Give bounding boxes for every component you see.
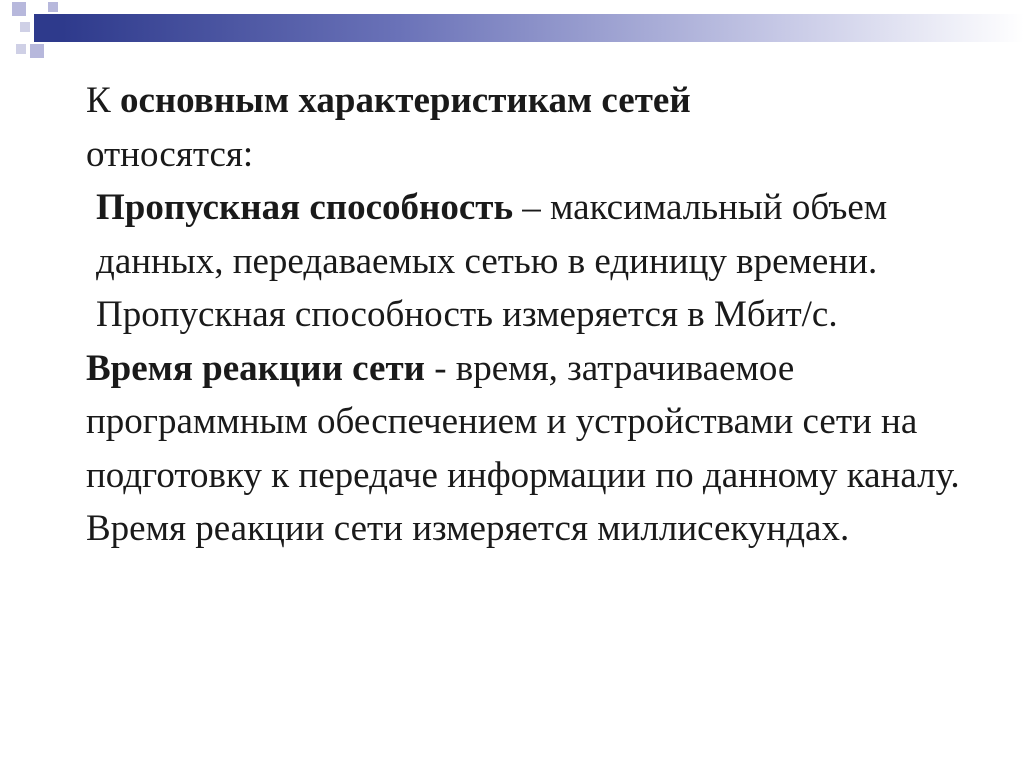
throughput-paragraph xyxy=(86,181,966,342)
response-term: Время реакции сети xyxy=(86,347,425,389)
slide-body xyxy=(86,74,966,556)
throughput-term: Пропускная способность xyxy=(96,187,514,228)
intro-bold: основным характеристикам сетей xyxy=(119,80,691,121)
response-paragraph xyxy=(86,342,966,556)
throughput-definition: – максимальный объем данных, передаваемых сетью в единицу времени. Пропускная способность измеряется в Мбит/с. xyxy=(96,187,888,335)
intro-paragraph xyxy=(86,74,966,181)
intro-prefix: К xyxy=(86,80,120,121)
intro-rest: относятся: xyxy=(86,133,254,175)
response-definition: - время, затрачиваемое программным обеспечением и устройствами сети на подготовку к передаче информации по данному каналу. Время реакции сети измеряется миллисекундах. xyxy=(86,347,960,549)
header-gradient-bar xyxy=(62,14,1024,42)
